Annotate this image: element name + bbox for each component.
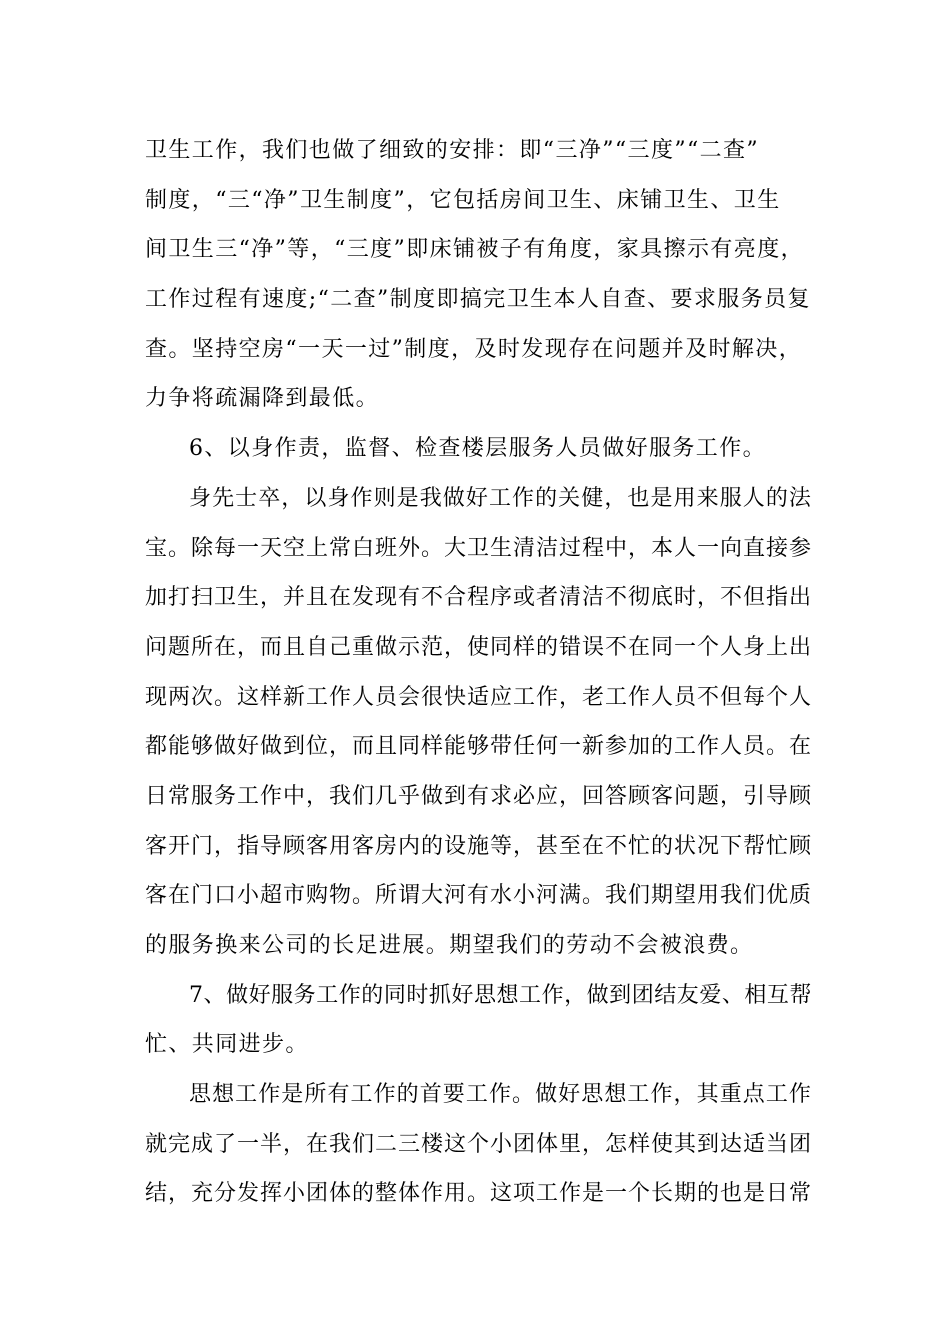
paragraph-start: 思想工作是所有工作的首要工作。做好思想工作，其重点工作 bbox=[189, 1082, 812, 1108]
text-line: 结，充分发挥小团体的整体作用。这项工作是一个长期的也是日常 bbox=[145, 1181, 812, 1207]
text-line: 客开门，指导顾客用客房内的设施等，甚至在不忙的状况下帮忙顾 bbox=[145, 833, 812, 859]
text-line: 力争将疏漏降到最低。 bbox=[145, 386, 380, 412]
text-line: 忙、共同进步。 bbox=[145, 1032, 309, 1058]
text-line: 现两次。这样新工作人员会很快适应工作，老工作人员不但每个人 bbox=[145, 684, 812, 710]
body-text bbox=[145, 126, 825, 1219]
paragraph-start: 身先士卒，以身作则是我做好工作的关健，也是用来服人的法 bbox=[189, 485, 812, 511]
section-heading-7: 7、做好服务工作的同时抓好思想工作，做到团结友爱、相互帮 bbox=[189, 982, 812, 1008]
text-line: 加打扫卫生，并且在发现有不合程序或者清洁不彻底时，不但指出 bbox=[145, 585, 812, 611]
text-line: 就完成了一半，在我们二三楼这个小团体里，怎样使其到达适当团 bbox=[145, 1131, 812, 1157]
text-line: 宝。除每一天空上常白班外。大卫生清洁过程中，本人一向直接参 bbox=[145, 535, 812, 561]
text-line: 卫生工作，我们也做了细致的安排：即“三净”“三度”“二查” bbox=[145, 138, 760, 163]
text-line: 都能够做好做到位，而且同样能够带任何一新参加的工作人员。在 bbox=[145, 734, 812, 760]
text-line: 间卫生三“净”等，“三度”即床铺被子有角度，家具擦示有亮度， bbox=[145, 237, 804, 263]
text-line: 的服务换来公司的长足进展。期望我们的劳动不会被浪费。 bbox=[145, 933, 754, 958]
text-line: 日常服务工作中，我们几乎做到有求必应，回答顾客问题，引导顾 bbox=[145, 783, 812, 809]
section-heading-6: 6、以身作责，监督、检查楼层服务人员做好服务工作。 bbox=[189, 436, 766, 462]
text-line: 查。坚持空房“一天一过”制度，及时发现存在问题并及时解决， bbox=[145, 336, 803, 362]
text-line: 制度，“三“净”卫生制度”，它包括房间卫生、床铺卫生、卫生 bbox=[145, 187, 781, 213]
text-line: 问题所在，而且自己重做示范，使同样的错误不在同一个人身上出 bbox=[145, 634, 812, 660]
text-line: 客在门口小超市购物。所谓大河有水小河满。我们期望用我们优质 bbox=[145, 883, 812, 909]
text-line: 工作过程有速度;“二查”制度即搞完卫生本人自查、要求服务员复 bbox=[145, 287, 811, 313]
